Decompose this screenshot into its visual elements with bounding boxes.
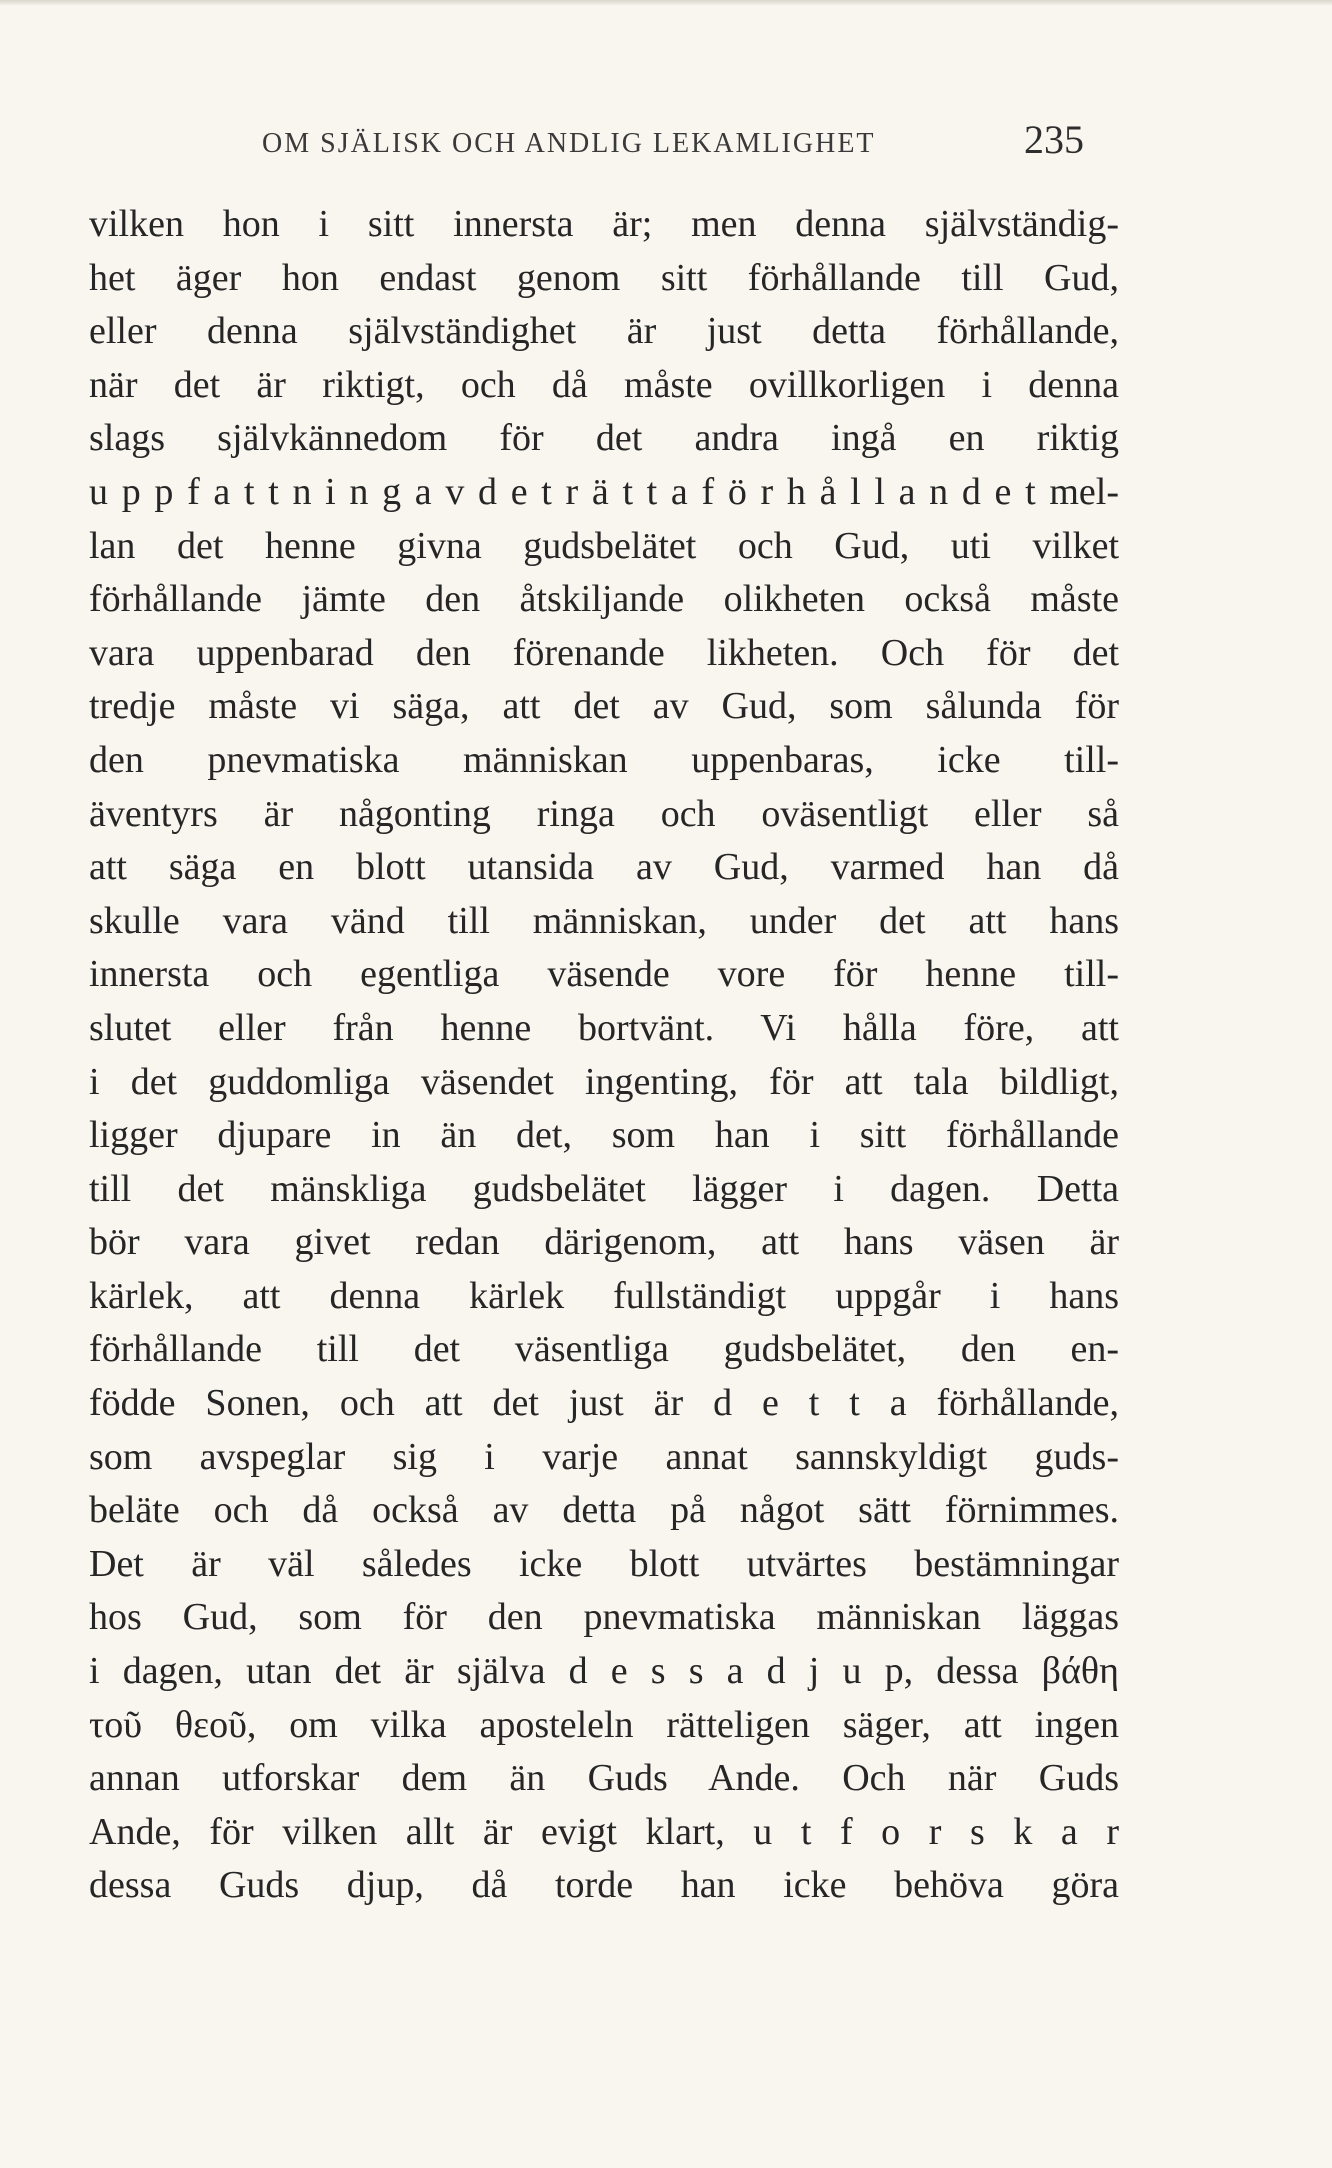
body-text — [89, 198, 1119, 1913]
text-line: ligger djupare in än det, som han i sitt förhållande — [89, 1114, 1119, 1157]
text-line: beläte och då också av detta på något sätt förnimmes. — [89, 1489, 1119, 1532]
text-line: när det är riktigt, och då måste ovillkorligen i denna — [89, 363, 1119, 406]
text-line: Det är väl således icke blott utvärtes bestämningar — [89, 1542, 1119, 1585]
text-line: till det mänskliga gudsbelätet lägger i dagen. Detta — [89, 1167, 1119, 1210]
text-line: förhållande jämte den åtskiljande olikheten också måste — [89, 578, 1119, 621]
text-line: bör vara givet redan därigenom, att hans väsen är — [89, 1221, 1119, 1264]
text-line: slutet eller från henne bortvänt. Vi hålla före, att — [89, 1006, 1119, 1049]
text-line: vilken hon i sitt innersta är; men denna självständig- — [89, 203, 1119, 245]
text-line: innersta och egentliga väsende vore för henne till- — [89, 953, 1119, 996]
text-line: skulle vara vänd till människan, under det att hans — [89, 899, 1119, 942]
running-title: OM SJÄLISK OCH ANDLIG LEKAMLIGHET — [262, 128, 876, 159]
text-line: eller denna självständighet är just detta förhållande, — [89, 310, 1119, 353]
text-line: i dagen, utan det är själva d e s s a d j u p, dessa βάθη — [89, 1650, 1119, 1693]
page-number: 235 — [1024, 117, 1084, 162]
text-line: födde Sonen, och att det just är d e t t a förhållande, — [89, 1382, 1119, 1425]
text-line: u p p f a t t n i n g a v d e t r ä t t a f ö r h å l l a n d e t mel- — [89, 470, 1119, 513]
text-line: dessa Guds djup, då torde han icke behöva göra — [89, 1864, 1119, 1907]
text-line: τοῦ θεοῦ, om vilka aposteleln rätteligen säger, att ingen — [89, 1703, 1119, 1746]
text-line: tredje måste vi säga, att det av Gud, som sålunda för — [89, 685, 1119, 728]
text-line: annan utforskar dem än Guds Ande. Och när Guds — [89, 1757, 1119, 1800]
text-line: het äger hon endast genom sitt förhållande till Gud, — [89, 256, 1119, 299]
page-top-edge — [0, 0, 1332, 6]
text-line: äventyrs är någonting ringa och oväsentligt eller så — [89, 792, 1119, 835]
text-line: kärlek, att denna kärlek fullständigt uppgår i hans — [89, 1274, 1119, 1317]
text-line: hos Gud, som för den pnevmatiska människan läggas — [89, 1596, 1119, 1639]
text-line: Ande, för vilken allt är evigt klart, u t f o r s k a r — [89, 1810, 1119, 1853]
text-line: i det guddomliga väsendet ingenting, för att tala bildligt, — [89, 1060, 1119, 1103]
text-line: slags självkännedom för det andra ingå en riktig — [89, 417, 1119, 460]
text-line: lan det henne givna gudsbelätet och Gud, uti vilket — [89, 524, 1119, 567]
text-line: som avspeglar sig i varje annat sannskyldigt guds- — [89, 1435, 1119, 1478]
text-line: förhållande till det väsentliga gudsbelätet, den en- — [89, 1328, 1119, 1371]
text-line: att säga en blott utansida av Gud, varmed han då — [89, 846, 1119, 889]
text-line: den pnevmatiska människan uppenbaras, icke till- — [89, 738, 1119, 781]
text-line: vara uppenbarad den förenande likheten. Och för det — [89, 631, 1119, 674]
